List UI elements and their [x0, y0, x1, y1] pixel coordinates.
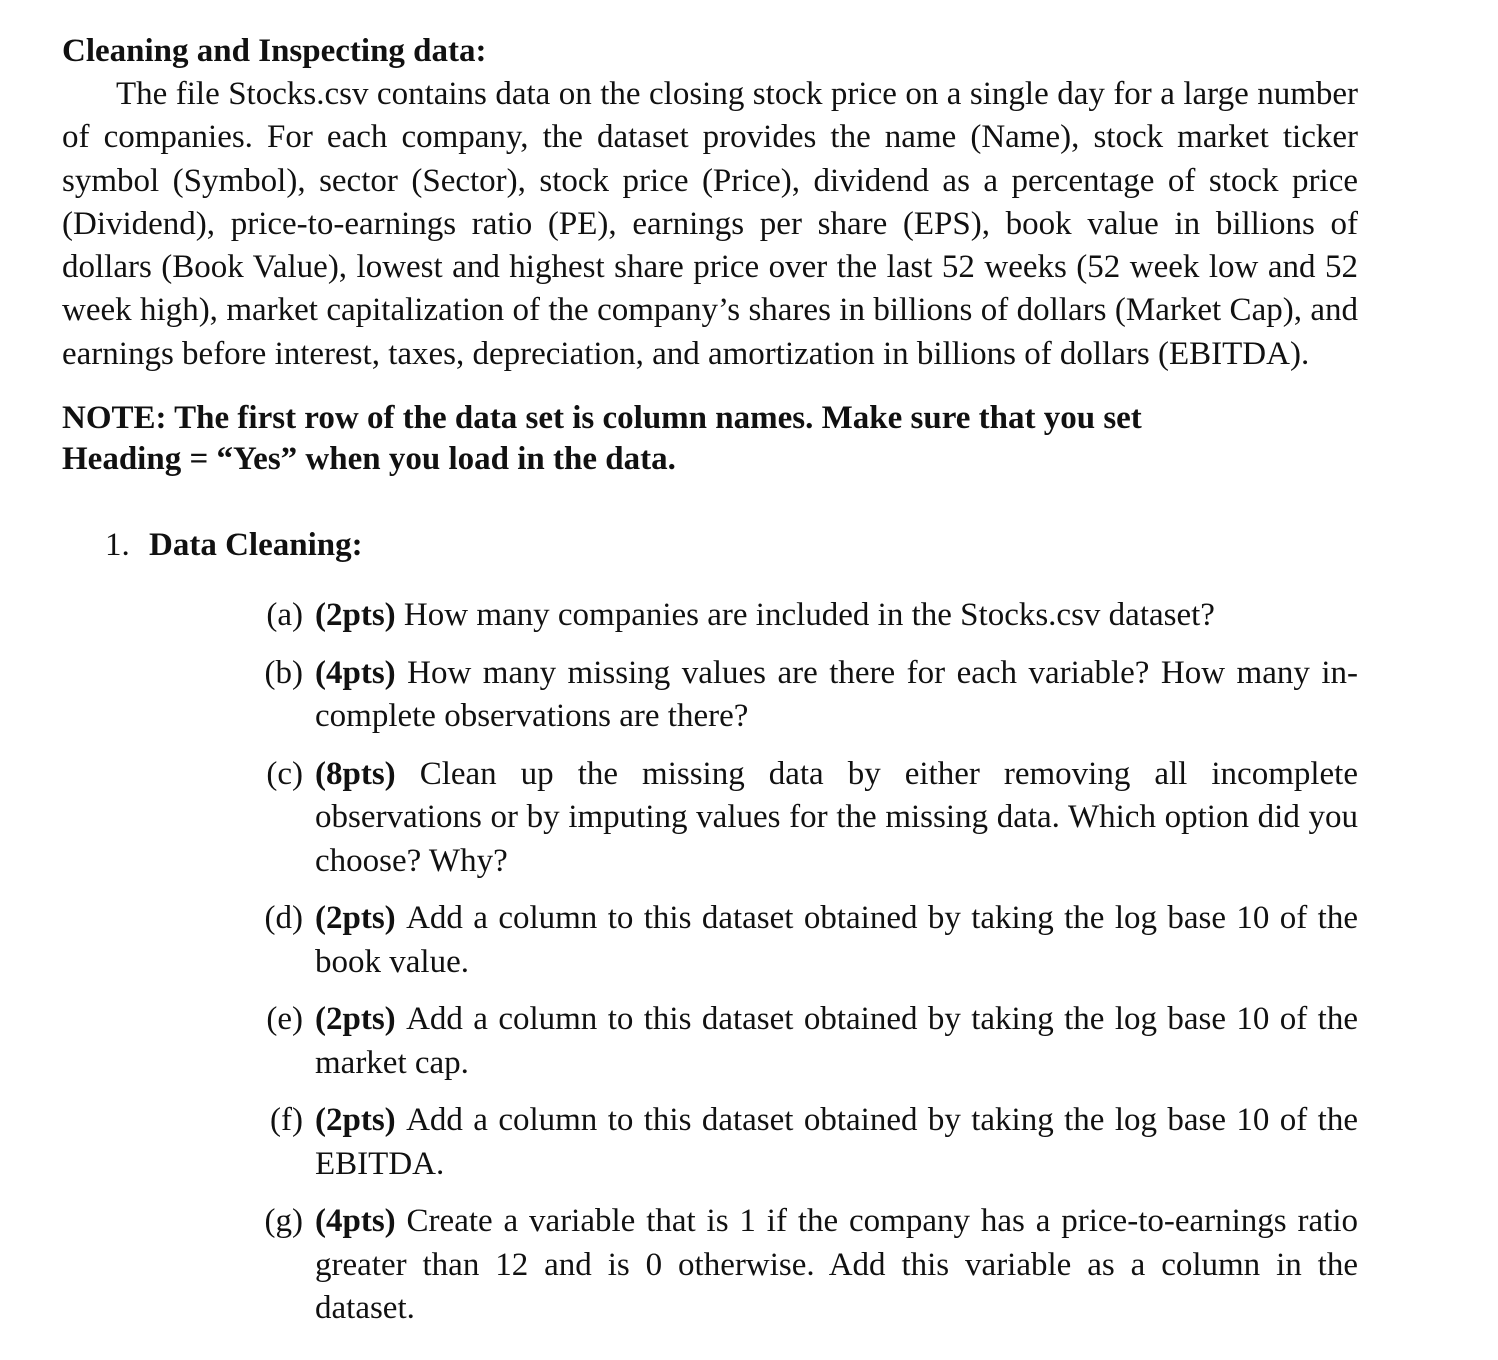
- sub-question: [227, 594, 1358, 638]
- sub-question-text: Add a column to this dataset obtained by taking the log base 10 of the EBITDA.: [315, 1102, 1358, 1182]
- sub-question: [227, 998, 1358, 1085]
- sub-question-text: How many missing values are there for each variable? How many incomplete observations are there?: [315, 654, 1358, 735]
- sub-question: [227, 897, 1358, 984]
- sub-question-text: Create a variable that is 1 if the company has a price-to-earnings ratio greater than 12 and is 0 otherwise. Add this variable as a column in the dataset.: [315, 1203, 1358, 1327]
- sub-question: [227, 1099, 1358, 1186]
- points-label: (4pts): [315, 654, 408, 691]
- enumerated-list: [62, 523, 1358, 1331]
- sub-question-text: Add a column to this dataset obtained by taking the log base 10 of the market cap.: [315, 1001, 1358, 1081]
- section-heading: Cleaning and Inspecting data:: [62, 33, 487, 69]
- sub-question: [227, 1200, 1358, 1331]
- sub-question-text: Add a column to this dataset obtained by taking the log base 10 of the book value.: [315, 900, 1358, 980]
- sub-question-label: (d): [264, 900, 303, 937]
- points-label: (4pts): [315, 1203, 407, 1240]
- sub-question-label: (c): [266, 755, 303, 792]
- sub-question-label: (a): [266, 597, 303, 634]
- sub-question-text: Clean up the missing data by either removing all incomplete observations or by imputing values for the missing data. Which option did you choose? Why?: [315, 755, 1358, 879]
- list-item-number: 1.: [105, 527, 130, 564]
- points-label: (2pts): [315, 1102, 407, 1139]
- note-paragraph: NOTE: The first row of the data set is column names. Make sure that you set Heading = “Yes” when you load in the data.: [62, 400, 1142, 478]
- sub-question-text: How many companies are included in the Stocks.csv dataset?: [403, 597, 1215, 634]
- intro-paragraph: The file Stocks.csv contains data on the closing stock price on a single day for a large number of companies. For each company, the dataset provides the name (Name), stock market ticker symbol (Symbol), sector (Sector), stock price (Price), dividend as a percentage of stock price (Dividend), price-to-earnings ratio (PE), earnings per share (EPS), book value in billions of dollars (Book Value), lowest and highest share price over the last 52 weeks (52 week low and 52 week high), market capitalization of the company’s shares in billions of dollars (Market Cap), and earnings before interest, taxes, depreciation, and amortization in billions of dollars (EBITDA).: [62, 76, 1358, 372]
- document-page: [62, 30, 1358, 1345]
- list-item-title: Data Cleaning:: [149, 527, 363, 564]
- points-label: (2pts): [315, 900, 407, 937]
- sub-question-label: (g): [264, 1203, 303, 1240]
- sub-question: [227, 753, 1358, 884]
- sub-question-label: (e): [266, 1001, 303, 1038]
- sub-question-list: [149, 594, 1358, 1331]
- points-label: (2pts): [315, 597, 404, 634]
- sub-question: [227, 652, 1358, 739]
- sub-question-label: (b): [264, 654, 303, 691]
- points-label: (2pts): [315, 1001, 407, 1038]
- points-label: (8pts): [315, 755, 420, 792]
- list-item-data-cleaning: [62, 523, 1358, 1331]
- sub-question-label: (f): [270, 1102, 303, 1139]
